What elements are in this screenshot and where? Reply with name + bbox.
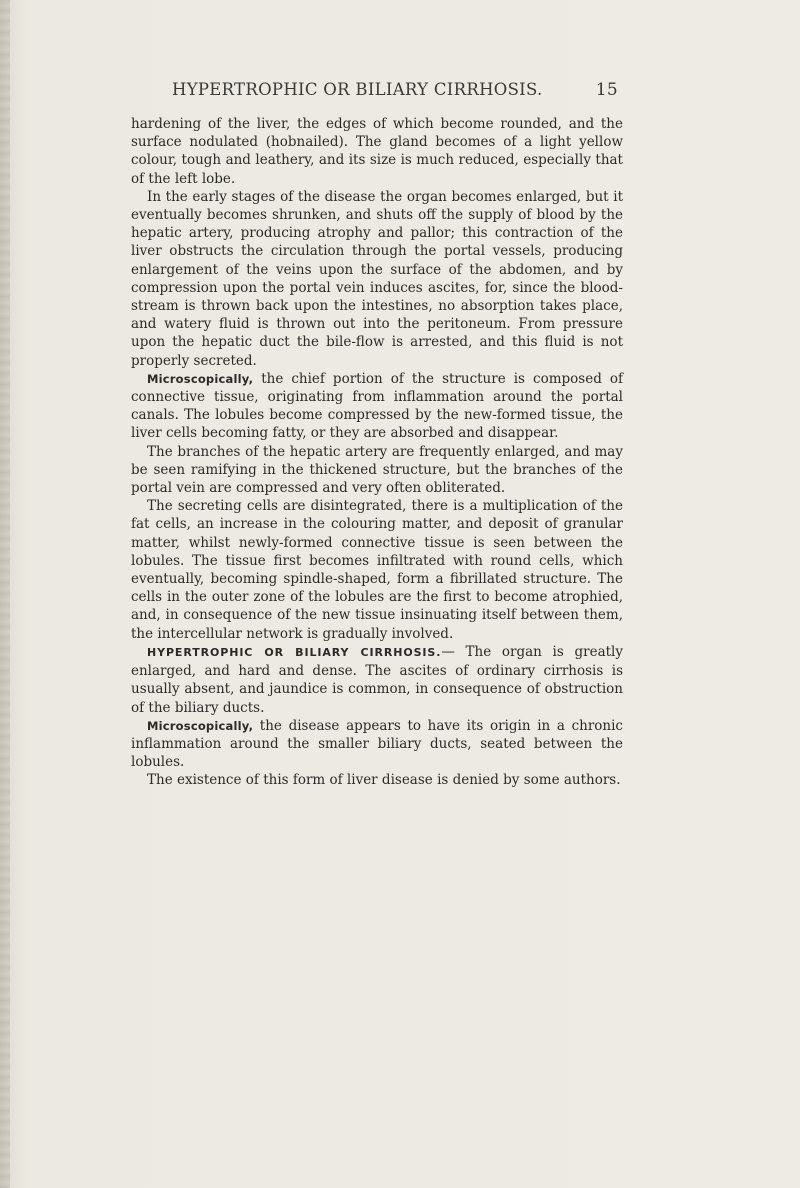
paragraph-7 xyxy=(131,717,623,772)
section-heading: HYPERTROPHIC OR BILIARY CIRRHOSIS. xyxy=(147,645,442,659)
running-title: HYPERTROPHIC OR BILIARY CIRRHOSIS. xyxy=(172,80,543,99)
paragraph-1: hardening of the liver, the edges of which become rounded, and the surface nodulated (hobnailed). The gland becomes of a light yellow colour, tough and leathery, and its size is much reduced, especially that of the left lobe. xyxy=(131,116,623,187)
paragraph-3-text: the chief portion of the structure is composed of connective tissue, originating from inflammation around the portal canals. The lobules become compressed by the new-formed tissue, the liver cells becoming fatty, or they are absorbed and disappear. xyxy=(131,370,623,442)
binding-gutter xyxy=(0,0,10,1188)
paragraph-2: In the early stages of the disease the organ becomes enlarged, but it eventually becomes shrunken, and shuts off the supply of blood by the hepatic artery, producing atrophy and pallor; this contraction of the liver obstructs the circulation through the portal vessels, producing enlargement of the veins upon the surface of the abdomen, and by compression upon the portal vein induces ascites, for, since the blood-stream is thrown back upon the intestines, no absorption takes place, and watery fluid is thrown out into the peritoneum. From pressure upon the hepatic duct the bile-flow is arrested, and this fluid is not properly secreted. xyxy=(131,188,623,369)
page-number: 15 xyxy=(595,80,618,100)
paragraph-6-text: — The organ is greatly enlarged, and hard and dense. The ascites of ordinary cirrhosis is usually absent, and jaundice is common, in consequence of obstruction of the biliary ducts. xyxy=(131,643,623,716)
paragraph-7-text: the disease appears to have its origin in a chronic inflammation around the smaller biliary ducts, seated between the lobules. xyxy=(131,717,623,771)
paragraph-6 xyxy=(131,643,623,717)
paragraph-3 xyxy=(131,370,623,443)
paragraph-4: The branches of the hepatic artery are frequently enlarged, and may be seen ramifying in the thickened structure, but the branches of the portal vein are compressed and very often obliterated. xyxy=(131,443,623,497)
running-header xyxy=(172,80,618,106)
page-body xyxy=(131,115,623,790)
paragraph-5: The secreting cells are disintegrated, there is a multiplication of the fat cells, an increase in the colouring matter, and deposit of granular matter, whilst newly-formed connective tissue is seen between the lobules. The tissue first becomes infiltrated with round cells, which eventually, becoming spindle-shaped, form a fibrillated structure. The cells in the outer zone of the lobules are the first to become atrophied, and, in consequence of the new tissue insinuating itself between them, the intercellular network is gradually involved. xyxy=(131,498,623,642)
microscopically-lead-2: Microscopically, xyxy=(147,718,254,733)
microscopically-lead: Microscopically, xyxy=(147,371,254,386)
paragraph-8: The existence of this form of liver disease is denied by some authors. xyxy=(147,772,621,789)
